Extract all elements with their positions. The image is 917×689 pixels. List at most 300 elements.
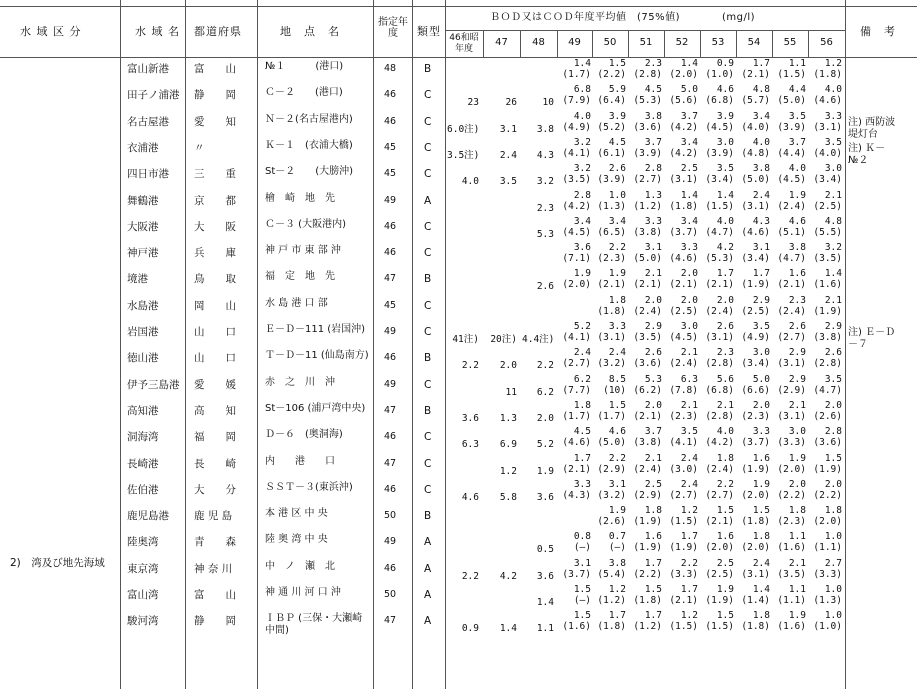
row-name: 洞海湾 — [127, 431, 159, 444]
row-value-early: 4.3 — [536, 149, 554, 161]
row-value-75pct: (3.7) — [562, 568, 591, 580]
row-value: 3.5 — [716, 163, 734, 175]
row-value-early: 5.8 — [499, 491, 517, 503]
row-remarks: 注) Ｋ－№２ — [848, 142, 886, 166]
row-value-75pct: (2.7) — [705, 489, 734, 501]
row-value-75pct: (4.9) — [562, 121, 591, 133]
row-prefecture: 愛 知 — [194, 115, 236, 128]
row-prefecture: 福 岡 — [194, 431, 236, 444]
row-value-75pct: (3.5) — [813, 253, 842, 265]
row-value: 2.4 — [608, 347, 626, 359]
row-value-75pct: (1.8) — [597, 305, 626, 317]
row-type: C — [424, 220, 432, 233]
row-value: 4.2 — [716, 242, 734, 254]
row-value-75pct: (2.1) — [597, 279, 626, 291]
row-prefecture: 兵 庫 — [194, 247, 236, 260]
row-value-75pct: (3.3) — [777, 437, 806, 449]
row-value-early: 1.2 — [499, 465, 517, 477]
row-value-early: 3.6 — [536, 570, 554, 582]
row-value-early: 6.9 — [499, 439, 517, 451]
row-value-75pct: (4.5) — [562, 226, 591, 238]
row-designated-year: 46 — [384, 431, 397, 443]
row-value-75pct: (2.5) — [741, 305, 770, 317]
row-name: 神戸港 — [127, 247, 159, 260]
row-value-75pct: (3.7) — [669, 226, 698, 238]
row-value: 4.0 — [716, 215, 734, 227]
row-value: 1.8 — [644, 505, 662, 517]
row-value-75pct: (1.9) — [813, 305, 842, 317]
row-value: 3.9 — [608, 110, 626, 122]
row-designated-year: 45 — [384, 168, 397, 180]
row-value: 1.9 — [752, 478, 770, 490]
row-value-75pct: (2.0) — [741, 542, 770, 554]
row-value-75pct: (1.7) — [597, 410, 626, 422]
row-value-75pct: (3.8) — [813, 332, 842, 343]
row-value-75pct: (2.4) — [705, 305, 734, 317]
row-value: 3.5 — [824, 136, 842, 148]
row-value: 1.5 — [573, 610, 591, 622]
row-value: 1.7 — [644, 610, 662, 622]
row-value: 3.7 — [644, 136, 662, 148]
row-value: 1.7 — [573, 452, 591, 464]
column-rule — [373, 0, 374, 689]
row-value: 2.9 — [824, 321, 842, 332]
row-value: 1.5 — [573, 584, 591, 595]
row-value: 2.0 — [680, 294, 698, 306]
row-designated-year: 46 — [384, 89, 397, 101]
row-value-75pct: (7.1) — [562, 253, 591, 265]
row-type: C — [424, 141, 432, 154]
row-value: 5.9 — [608, 84, 626, 96]
row-value: 2.4 — [752, 557, 770, 569]
row-value-75pct: (3.1) — [777, 358, 806, 370]
row-value-75pct: (1.2) — [633, 200, 662, 212]
row-value: 4.6 — [788, 215, 806, 227]
row-value-early: 20注) — [490, 334, 517, 345]
row-value-75pct: (6.2) — [633, 384, 662, 396]
row-value: 1.7 — [644, 557, 662, 569]
row-value: 1.4 — [680, 189, 698, 201]
row-value-75pct: (3.6) — [633, 358, 662, 370]
row-value-early: 2.4 — [499, 149, 517, 161]
row-prefecture: 大 分 — [194, 483, 236, 496]
row-value-early: 2.0 — [499, 360, 517, 372]
row-value: 3.4 — [680, 136, 698, 148]
row-value: 5.6 — [716, 373, 734, 385]
row-value-75pct: (2.0) — [562, 279, 591, 291]
row-name: 佐伯港 — [127, 483, 159, 496]
row-value: 3.3 — [680, 242, 698, 254]
header-bod-title: ＢＯＤ又はＣＯＤ年度平均値 (75%値) (mg/l) — [490, 12, 756, 23]
row-value: 4.8 — [824, 215, 842, 227]
row-value: 2.0 — [824, 478, 842, 490]
row-value-75pct: (4.6) — [562, 437, 591, 449]
row-value-early: 3.2 — [536, 176, 554, 188]
row-value-75pct: (5.0) — [741, 174, 770, 186]
row-value-75pct: (2.4) — [705, 463, 734, 475]
row-value: 1.7 — [752, 268, 770, 280]
row-value: 2.0 — [824, 399, 842, 411]
row-value: 1.0 — [824, 610, 842, 622]
row-value: 1.7 — [680, 584, 698, 595]
row-point: 中 ノ 瀬 北 — [265, 560, 335, 572]
row-value-75pct: (7.7) — [562, 384, 591, 396]
row-value: 1.1 — [788, 58, 806, 69]
row-designated-year: 47 — [384, 404, 397, 416]
row-value: 1.5 — [716, 505, 734, 517]
row-value: 6.8 — [573, 84, 591, 96]
header-year-4: 50 — [603, 37, 617, 48]
column-rule — [257, 0, 258, 689]
row-value-75pct: (10) — [603, 384, 626, 396]
row-value-75pct: (2.1) — [741, 69, 770, 80]
row-value: 1.5 — [644, 584, 662, 595]
row-value-75pct: (6.6) — [741, 384, 770, 396]
row-value: 2.9 — [788, 373, 806, 385]
row-value: 1.1 — [788, 531, 806, 543]
header-point: 地 点 名 — [280, 25, 340, 38]
row-value-75pct: (4.6) — [669, 253, 698, 265]
header-bottom-rule — [0, 57, 917, 58]
column-rule — [845, 0, 846, 689]
row-prefecture: 山 口 — [194, 326, 236, 338]
row-value-75pct: (3.1) — [813, 121, 842, 133]
row-prefecture: 鳥 取 — [194, 273, 236, 286]
row-value-early: 5.3 — [536, 228, 554, 240]
row-designated-year: 50 — [384, 510, 397, 522]
row-value: 2.7 — [824, 557, 842, 569]
row-value-75pct: (3.1) — [741, 200, 770, 212]
row-value: 2.4 — [752, 189, 770, 201]
row-prefecture: 富 山 — [194, 63, 236, 75]
row-type: B — [424, 404, 432, 417]
row-value-75pct: (3.3) — [669, 568, 698, 580]
row-prefecture: 高 知 — [194, 404, 236, 417]
row-point: Ｎ－２(名古屋港内) — [265, 113, 353, 125]
row-value-75pct: (3.2) — [597, 358, 626, 370]
row-value-75pct: (1.4) — [741, 595, 770, 606]
row-type: B — [424, 510, 432, 523]
row-value-75pct: (2.1) — [777, 279, 806, 291]
row-value: 1.8 — [752, 610, 770, 622]
row-value: 2.4 — [680, 452, 698, 464]
row-value-75pct: (1.6) — [777, 542, 806, 554]
row-value-75pct: (1.1) — [777, 595, 806, 606]
row-value-75pct: (3.4) — [741, 358, 770, 370]
row-value-75pct: (7.8) — [669, 384, 698, 396]
row-value: 1.6 — [644, 531, 662, 543]
column-rule — [445, 0, 446, 689]
row-value-75pct: (1.8) — [633, 595, 662, 606]
row-value: 2.5 — [644, 478, 662, 490]
row-value: 2.8 — [644, 163, 662, 175]
row-value: 1.5 — [608, 58, 626, 69]
row-value: 2.1 — [680, 347, 698, 359]
row-value-early: 2.3 — [536, 202, 554, 214]
row-value: 0.9 — [716, 58, 734, 69]
row-type: C — [424, 326, 432, 338]
row-point: 神 通 川 河 口 沖 — [265, 587, 341, 598]
row-value-75pct: (2.1) — [669, 279, 698, 291]
row-value: 6.3 — [680, 373, 698, 385]
row-value-early: 10 — [542, 97, 554, 109]
row-point: St－106 (浦戸湾中央) — [265, 402, 366, 414]
row-value-75pct: (2.1) — [633, 410, 662, 422]
row-value-75pct: (5.0) — [633, 253, 662, 265]
row-point: ＩＢＰ (三保・大瀬崎中間) — [265, 613, 363, 637]
row-name: 長崎港 — [127, 457, 159, 470]
row-value-75pct: (2.9) — [777, 384, 806, 396]
row-value-75pct: (5.3) — [633, 95, 662, 107]
row-value: 3.0 — [752, 347, 770, 359]
years-rule — [445, 30, 845, 31]
row-value: 1.8 — [573, 399, 591, 411]
row-value-75pct: (2.0) — [741, 489, 770, 501]
row-value-early: 2.2 — [536, 360, 554, 372]
row-value-75pct: (3.6) — [813, 437, 842, 449]
row-value: 3.2 — [573, 136, 591, 148]
row-value: 4.5 — [608, 136, 626, 148]
row-type: C — [424, 457, 432, 470]
row-value: 1.2 — [680, 610, 698, 622]
row-value: 3.2 — [573, 163, 591, 175]
row-value: 1.2 — [824, 58, 842, 69]
row-value-early: 3.6 — [461, 412, 479, 424]
row-value-75pct: (4.9) — [741, 332, 770, 343]
row-value: 3.4 — [680, 215, 698, 227]
header-year-9: 55 — [783, 37, 797, 48]
row-name: 四日市港 — [127, 168, 169, 181]
row-value: 4.0 — [788, 163, 806, 175]
row-type: A — [424, 562, 432, 575]
row-value-75pct: (3.6) — [633, 121, 662, 133]
row-value-75pct: (2.3) — [669, 410, 698, 422]
row-value-75pct: (1.5) — [705, 200, 734, 212]
row-value-75pct: (—) — [573, 595, 591, 606]
row-value-early: 2.2 — [461, 360, 479, 372]
row-value: 4.5 — [644, 84, 662, 96]
row-point: Ｃ－２ (港口) — [265, 87, 343, 99]
row-value-early: 23 — [467, 97, 479, 109]
row-type: C — [424, 378, 432, 391]
row-value-75pct: (3.5) — [562, 174, 591, 186]
row-value-75pct: (4.5) — [705, 121, 734, 133]
row-value-75pct: (3.9) — [597, 174, 626, 186]
row-value-early: 1.1 — [536, 623, 554, 635]
row-value-75pct: (4.2) — [705, 437, 734, 449]
row-value: 4.8 — [752, 84, 770, 96]
row-value: 5.0 — [752, 373, 770, 385]
row-value-early: 3.5注) — [447, 149, 480, 161]
row-value: 3.8 — [644, 110, 662, 122]
row-value-early: 6.2 — [536, 386, 554, 398]
row-name: 大阪港 — [127, 220, 159, 233]
row-value-75pct: (4.7) — [777, 253, 806, 265]
header-year-10: 56 — [820, 37, 833, 48]
row-value-75pct: (5.7) — [741, 95, 770, 107]
row-value: 2.0 — [752, 399, 770, 411]
row-value-75pct: (2.8) — [705, 358, 734, 370]
row-value: 3.5 — [680, 426, 698, 438]
row-value-75pct: (3.9) — [777, 121, 806, 133]
header-name: 水 域 名 — [135, 25, 180, 38]
row-value: 2.3 — [788, 294, 806, 306]
row-value: 4.3 — [752, 215, 770, 227]
row-designated-year: 49 — [384, 378, 397, 390]
row-name: 富山新港 — [127, 63, 169, 75]
row-value: 1.8 — [752, 531, 770, 543]
row-value: 2.1 — [788, 399, 806, 411]
row-value: 1.9 — [788, 189, 806, 201]
row-value-75pct: (3.4) — [705, 174, 734, 186]
row-value-early: 4.4注) — [522, 334, 555, 345]
row-value: 1.9 — [608, 268, 626, 280]
row-value: 1.9 — [573, 268, 591, 280]
row-value-early: 1.4 — [536, 597, 554, 608]
row-value: 3.4 — [752, 110, 770, 122]
row-value: 2.6 — [788, 321, 806, 332]
row-value: 3.7 — [788, 136, 806, 148]
row-designated-year: 46 — [384, 220, 397, 232]
row-value-75pct: (3.7) — [741, 437, 770, 449]
row-value-75pct: (3.4) — [813, 174, 842, 186]
row-point: 陸 奥 湾 中 央 — [265, 534, 328, 546]
row-value: 2.1 — [824, 189, 842, 201]
row-value-early: 6.3 — [461, 439, 479, 451]
row-value: 2.2 — [716, 478, 734, 490]
row-value-early: 3.5 — [499, 176, 517, 188]
row-value-75pct: (3.0) — [669, 463, 698, 475]
row-value-75pct: (1.1) — [813, 542, 842, 554]
row-value-75pct: (2.8) — [705, 410, 734, 422]
row-name: 東京湾 — [127, 562, 159, 575]
row-value: 2.4 — [680, 478, 698, 490]
row-point: 檜 崎 地 先 — [265, 192, 335, 204]
row-value-75pct: (4.1) — [562, 147, 591, 159]
row-value-75pct: (2.2) — [633, 568, 662, 580]
header-type: 類型 — [417, 25, 441, 38]
header-category: 水 域 区 分 — [20, 25, 82, 38]
row-value: 2.1 — [824, 294, 842, 306]
row-value: 2.8 — [573, 189, 591, 201]
row-value-early: 5.2 — [536, 439, 554, 451]
row-type: C — [424, 431, 432, 444]
row-value-75pct: (6.4) — [597, 95, 626, 107]
row-value: 1.7 — [608, 610, 626, 622]
row-value-75pct: (6.5) — [597, 226, 626, 238]
row-point: 福 定 地 先 — [265, 271, 335, 283]
header-top-rule — [0, 6, 917, 7]
row-value: 1.8 — [608, 294, 626, 306]
row-value-75pct: (2.2) — [777, 489, 806, 501]
row-value: 1.2 — [608, 584, 626, 595]
row-point: Ｄ－６ (奥洞海) — [265, 429, 343, 441]
row-point: Ｃ－３ (大阪港内) — [265, 218, 346, 230]
row-value-early: 1.9 — [536, 465, 554, 477]
row-value: 4.0 — [752, 136, 770, 148]
row-type: B — [424, 273, 432, 286]
row-value-75pct: (4.2) — [669, 147, 698, 159]
row-value-75pct: (1.3) — [597, 200, 626, 212]
row-prefecture: 愛 媛 — [194, 378, 236, 391]
header-pref: 都道府県 — [194, 25, 242, 38]
row-value-75pct: (2.7) — [562, 358, 591, 370]
row-value-75pct: (1.9) — [813, 463, 842, 475]
row-value-75pct: (1.8) — [741, 621, 770, 633]
row-designated-year: 46 — [384, 562, 397, 574]
row-prefecture: 神 奈 川 — [194, 562, 233, 575]
row-name: 高知港 — [127, 404, 159, 417]
row-value-75pct: (2.4) — [777, 200, 806, 212]
row-point: 水 島 港 口 部 — [265, 297, 328, 309]
row-value-75pct: (1.6) — [813, 279, 842, 291]
row-value: 5.2 — [573, 321, 591, 332]
row-value: 1.2 — [680, 505, 698, 517]
row-value-75pct: (2.6) — [813, 410, 842, 422]
row-point: ＳＳＴ－３(東浜沖) — [265, 481, 353, 493]
row-value-75pct: (5.4) — [597, 568, 626, 580]
row-value-early: 3.1 — [499, 123, 517, 135]
row-value: 4.4 — [788, 84, 806, 96]
header-designated-year: 指定年度 — [378, 17, 408, 39]
row-name: 伊予三島港 — [127, 378, 180, 391]
row-value: 5.3 — [644, 373, 662, 385]
header-year-2: 48 — [532, 37, 545, 48]
row-value: 3.9 — [716, 110, 734, 122]
row-value: 2.0 — [716, 294, 734, 306]
row-value-75pct: (3.8) — [633, 226, 662, 238]
row-designated-year: 49 — [384, 194, 397, 206]
row-value: 3.8 — [608, 557, 626, 569]
header-year-5: 51 — [639, 37, 653, 48]
row-designated-year: 46 — [384, 483, 397, 495]
row-designated-year: 46 — [384, 247, 397, 259]
row-value-early: 1.4 — [499, 623, 517, 635]
row-name: 富山湾 — [127, 589, 159, 601]
row-value: 2.2 — [608, 242, 626, 254]
header-year-1: 47 — [495, 37, 508, 48]
row-value: 3.1 — [573, 557, 591, 569]
row-value-75pct: (2.1) — [562, 463, 591, 475]
row-value: 1.9 — [716, 584, 734, 595]
row-value-75pct: (1.9) — [633, 542, 662, 554]
row-value: 1.6 — [716, 531, 734, 543]
row-value-early: 6.0注) — [447, 123, 480, 135]
row-point: 神 戸 市 東 部 沖 — [265, 245, 341, 257]
row-value: 3.2 — [824, 242, 842, 254]
row-value-75pct: (2.1) — [705, 516, 734, 528]
row-value-75pct: (1.5) — [705, 621, 734, 633]
row-value-75pct: (3.1) — [741, 568, 770, 580]
row-value: 1.5 — [824, 452, 842, 464]
row-value-75pct: (2.9) — [633, 489, 662, 501]
row-remarks: 注) 西防波堤灯台 — [848, 116, 896, 140]
row-value: 2.0 — [788, 478, 806, 490]
row-value-75pct: (2.2) — [813, 489, 842, 501]
row-value-75pct: (2.2) — [597, 69, 626, 80]
row-type: A — [424, 615, 432, 628]
row-value-75pct: (3.1) — [669, 174, 698, 186]
row-value: 8.5 — [608, 373, 626, 385]
row-value: 3.5 — [824, 373, 842, 385]
row-value-early: 0.9 — [461, 623, 479, 635]
row-value-early: 41注) — [452, 334, 479, 345]
row-value-75pct: (2.7) — [633, 174, 662, 186]
row-value-75pct: (3.9) — [705, 147, 734, 159]
row-value: 1.0 — [824, 531, 842, 543]
row-value: 3.6 — [573, 242, 591, 254]
row-value: 2.0 — [680, 268, 698, 280]
